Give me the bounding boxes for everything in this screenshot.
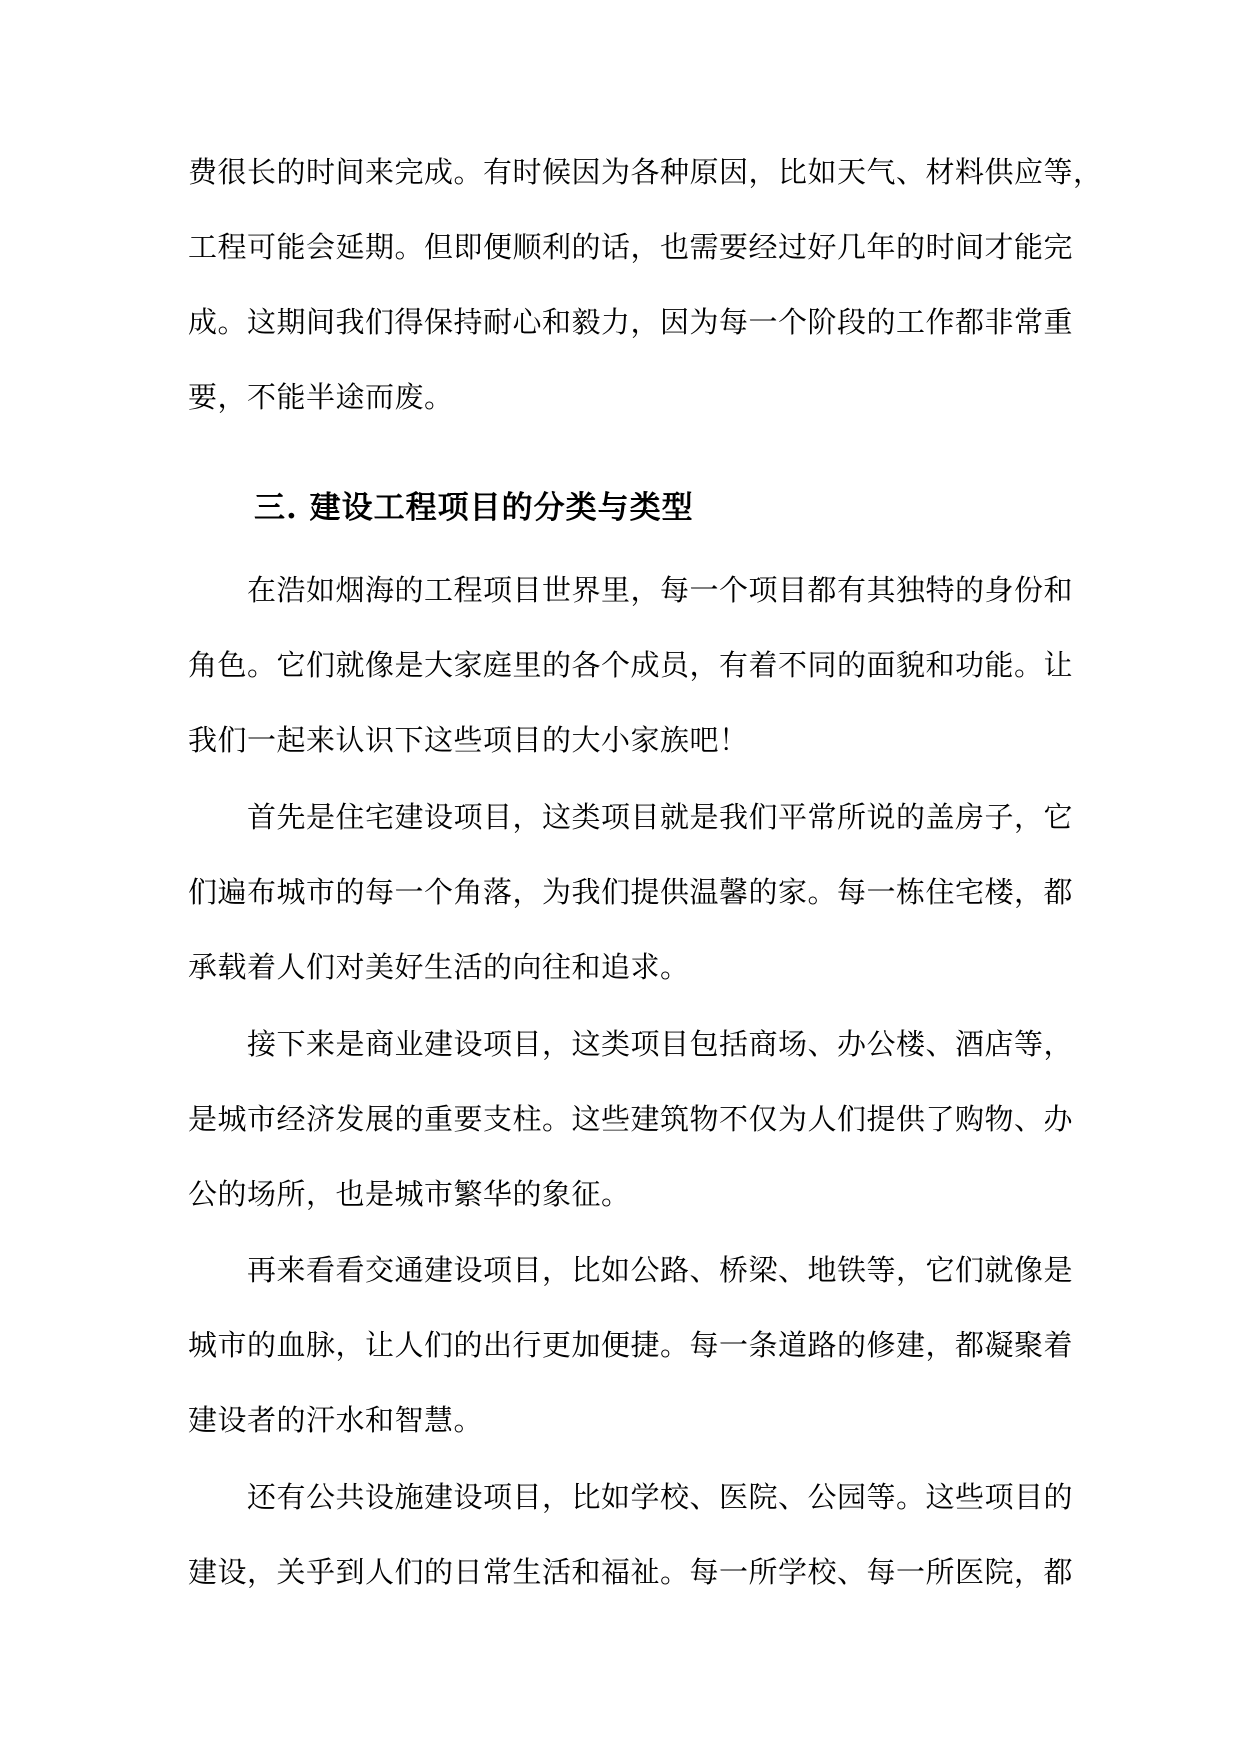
text-line: 公的场所，也是城市繁华的象征。 — [188, 1177, 631, 1211]
text-line: 再来看看交通建设项目，比如公路、桥梁、地铁等，它们就像是 — [247, 1253, 1074, 1287]
text-line: 成。这期间我们得保持耐心和毅力，因为每一个阶段的工作都非常重 — [188, 305, 1074, 339]
text-line: 承载着人们对美好生活的向往和追求。 — [188, 950, 690, 984]
text-line: 们遍布城市的每一个角落，为我们提供温馨的家。每一栋住宅楼，都 — [188, 875, 1074, 909]
text-line: 城市的血脉，让人们的出行更加便捷。每一条道路的修建，都凝聚着 — [188, 1328, 1074, 1362]
text-line: 角色。它们就像是大家庭里的各个成员，有着不同的面貌和功能。让 — [188, 648, 1074, 682]
text-line: 我们一起来认识下这些项目的大小家族吧！ — [188, 723, 749, 757]
text-line: 首先是住宅建设项目，这类项目就是我们平常所说的盖房子，它 — [247, 800, 1074, 834]
section-heading: 三. 建设工程项目的分类与类型 — [254, 490, 694, 526]
text-line: 工程可能会延期。但即便顺利的话，也需要经过好几年的时间才能完 — [188, 230, 1074, 264]
text-line: 要，不能半途而废。 — [188, 380, 454, 414]
text-line: 建设者的汗水和智慧。 — [188, 1403, 484, 1437]
text-line: 费很长的时间来完成。有时候因为各种原因，比如天气、材料供应等， — [188, 155, 1103, 189]
text-line: 在浩如烟海的工程项目世界里，每一个项目都有其独特的身份和 — [247, 573, 1074, 607]
text-line: 建设，关乎到人们的日常生活和福祉。每一所学校、每一所医院，都 — [188, 1555, 1074, 1589]
text-line: 还有公共设施建设项目，比如学校、医院、公园等。这些项目的 — [247, 1480, 1074, 1514]
text-line: 接下来是商业建设项目，这类项目包括商场、办公楼、酒店等， — [247, 1027, 1074, 1061]
text-line: 是城市经济发展的重要支柱。这些建筑物不仅为人们提供了购物、办 — [188, 1102, 1074, 1136]
